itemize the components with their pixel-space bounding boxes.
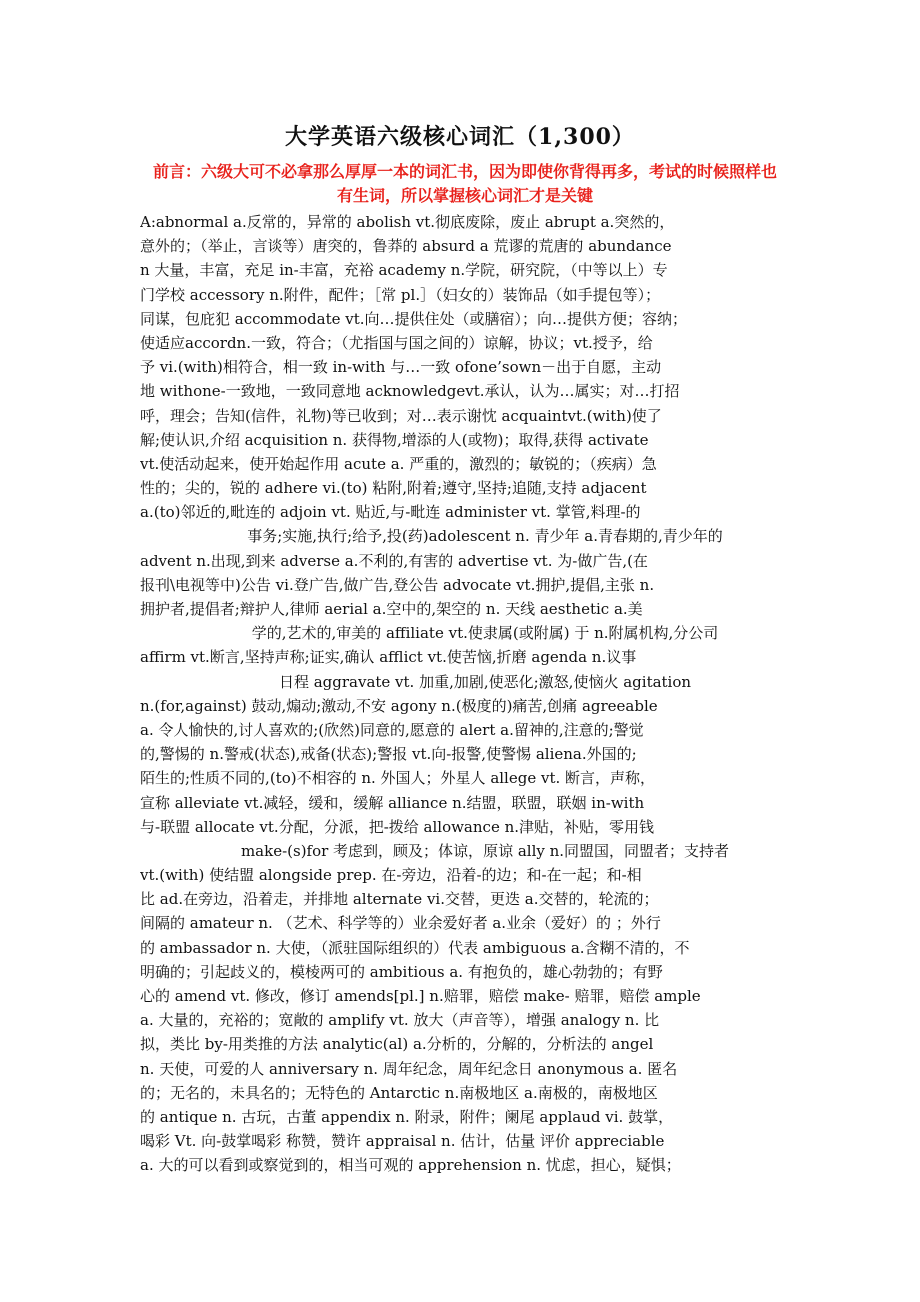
- text-line: a. 大量的，充裕的；宽敞的 amplify vt. 放大（声音等），增强 analogy n. 比: [140, 1011, 660, 1030]
- text-line: a. 大的可以看到或察觉到的，相当可观的 apprehension n. 忧虑，担心，疑惧；: [140, 1156, 681, 1175]
- text-line: a.(to)邻近的,毗连的 adjoin vt. 贴近,与-毗连 administer vt. 掌管,料理-的: [140, 503, 641, 522]
- text-line: 心的 amend vt. 修改，修订 amends[pl.] n.赔罪，赔偿 make- 赔罪，赔偿 ample: [140, 987, 701, 1005]
- text-line: 呼，理会；告知(信件，礼物)等已收到；对…表示谢忱 acquaintvt.(with)使了: [140, 406, 662, 425]
- text-line: n. 天使，可爱的人 anniversary n. 周年纪念，周年纪念日 anonymous a. 匿名: [140, 1059, 678, 1078]
- text-line: 间隔的 amateur n. （艺术、科学等的）业余爱好者 a.业余（爱好）的 ；外行: [140, 914, 661, 933]
- text-line: advent n.出现,到来 adverse a.不利的,有害的 advertise vt. 为-做广告,(在: [140, 551, 648, 570]
- text-line: a. 令人愉快的,讨人喜欢的;(欣然)同意的,愿意的 alert a.留神的,注意的;警觉: [140, 720, 644, 739]
- text-line: 陌生的;性质不同的,(to)不相容的 n. 外国人；外星人 allege vt. 断言，声称，: [140, 769, 656, 788]
- document-title: 大学英语六级核心词汇（1,300）: [285, 124, 635, 150]
- text-line: 的；无名的，未具名的；无特色的 Antarctic n.南极地区 a.南极的，南极地区: [140, 1083, 658, 1102]
- text-line: affirm vt.断言,坚持声称;证实,确认 afflict vt.使苦恼,折磨 agenda n.议事: [140, 648, 637, 667]
- document-preface: 前言：六级大可不必拿那么厚厚一本的词汇书，因为即使你背得再多，考试的时候照样也有生词，所以掌握核心词汇才是关键: [152, 162, 777, 205]
- text-line: 的 ambassador n. 大使，（派驻国际组织的）代表 ambiguous a.含糊不清的，不: [140, 938, 690, 957]
- vocabulary-body: [140, 210, 830, 1178]
- text-line: 喝彩 Vt. 向-鼓掌喝彩 称赞，赞许 appraisal n. 估计，估量 评价 appreciable: [140, 1132, 665, 1151]
- text-line: 地 withone-一致地，一致同意地 acknowledgevt.承认，认为…属实；对…打招: [140, 382, 680, 401]
- text-line: n.(for,against) 鼓动,煽动;激动,不安 agony n.(极度的)痛苦,创痛 agreeable: [140, 696, 658, 715]
- text-line: make-(s)for 考虑到，顾及；体谅，原谅 ally n.同盟国，同盟者；支持者: [240, 841, 730, 860]
- text-line: 解;使认识,介绍 acquisition n. 获得物,增添的人(或物)；取得,获得 activate: [140, 430, 649, 449]
- text-line: 同谋，包庇犯 accommodate vt.向…提供住处（或膳宿）；向…提供方便；容纳；: [140, 309, 688, 328]
- text-line: 拟，类比 by-用类推的方法 analytic(al) a.分析的，分解的，分析法的 angel: [140, 1035, 654, 1054]
- text-line: 性的；尖的，锐的 adhere vi.(to) 粘附,附着;遵守,坚持;追随,支持 adjacent: [140, 479, 647, 498]
- text-line: 与-联盟 allocate vt.分配，分派，把-拨给 allowance n.津贴，补贴，零用钱: [140, 817, 655, 836]
- text-line: 使适应accordn.一致，符合；（尤指国与国之间的）谅解，协议；vt.授予，给: [140, 333, 653, 352]
- text-line: 门学校 accessory n.附件，配件；［常 pl.］（妇女的）装饰品（如手提包等）；: [140, 285, 661, 304]
- text-line: 明确的；引起歧义的，模棱两可的 ambitious a. 有抱负的，雄心勃勃的；有野: [140, 962, 663, 981]
- text-line: 比 ad.在旁边，沿着走，并排地 alternate vi.交替，更迭 a.交替的，轮流的；: [140, 890, 659, 909]
- text-line: 学的,艺术的,审美的 affiliate vt.使隶属(或附属) 于 n.附属机构,分公司: [251, 624, 719, 643]
- text-line: 事务;实施,执行;给予,投(药)adolescent n. 青少年 a.青春期的,青少年的: [247, 527, 723, 546]
- text-line: 拥护者,提倡者;辩护人,律师 aerial a.空中的,架空的 n. 天线 aesthetic a.美: [140, 600, 643, 618]
- text-line: 的 antique n. 古玩，古董 appendix n. 附录，附件；阑尾 applaud vi. 鼓掌，: [140, 1107, 674, 1126]
- text-line: 的,警惕的 n.警戒(状态),戒备(状态);警报 vt.向-报警,使警惕 aliena.外国的;: [140, 745, 637, 764]
- text-line: 宣称 alleviate vt.减轻，缓和，缓解 alliance n.结盟，联盟，联姻 in-with: [140, 793, 645, 812]
- text-line: 予 vi.(with)相符合，相一致 in-with 与…一致 ofone’sown－出于自愿，主动: [140, 358, 662, 377]
- text-line: A:abnormal a.反常的，异常的 abolish vt.彻底废除，废止 abrupt a.突然的，: [140, 213, 675, 231]
- text-line: vt.使活动起来，使开始起作用 acute a. 严重的，激烈的；敏锐的；（疾病）急: [140, 454, 657, 473]
- text-line: n 大量，丰富，充足 in-丰富，充裕 academy n.学院，研究院，（中等以上）专: [140, 261, 668, 280]
- text-line: 报刊\电视等中)公告 vi.登广告,做广告,登公告 advocate vt.拥护,提倡,主张 n.: [140, 575, 655, 594]
- text-line: 日程 aggravate vt. 加重,加剧,使恶化;激怒,使恼火 agitation: [278, 672, 692, 691]
- text-line: 意外的；（举止，言谈等）唐突的，鲁莽的 absurd a 荒谬的荒唐的 abundance: [140, 237, 672, 256]
- text-line: vt.(with) 使结盟 alongside prep. 在-旁边，沿着-的边；和-在一起；和-相: [140, 866, 642, 885]
